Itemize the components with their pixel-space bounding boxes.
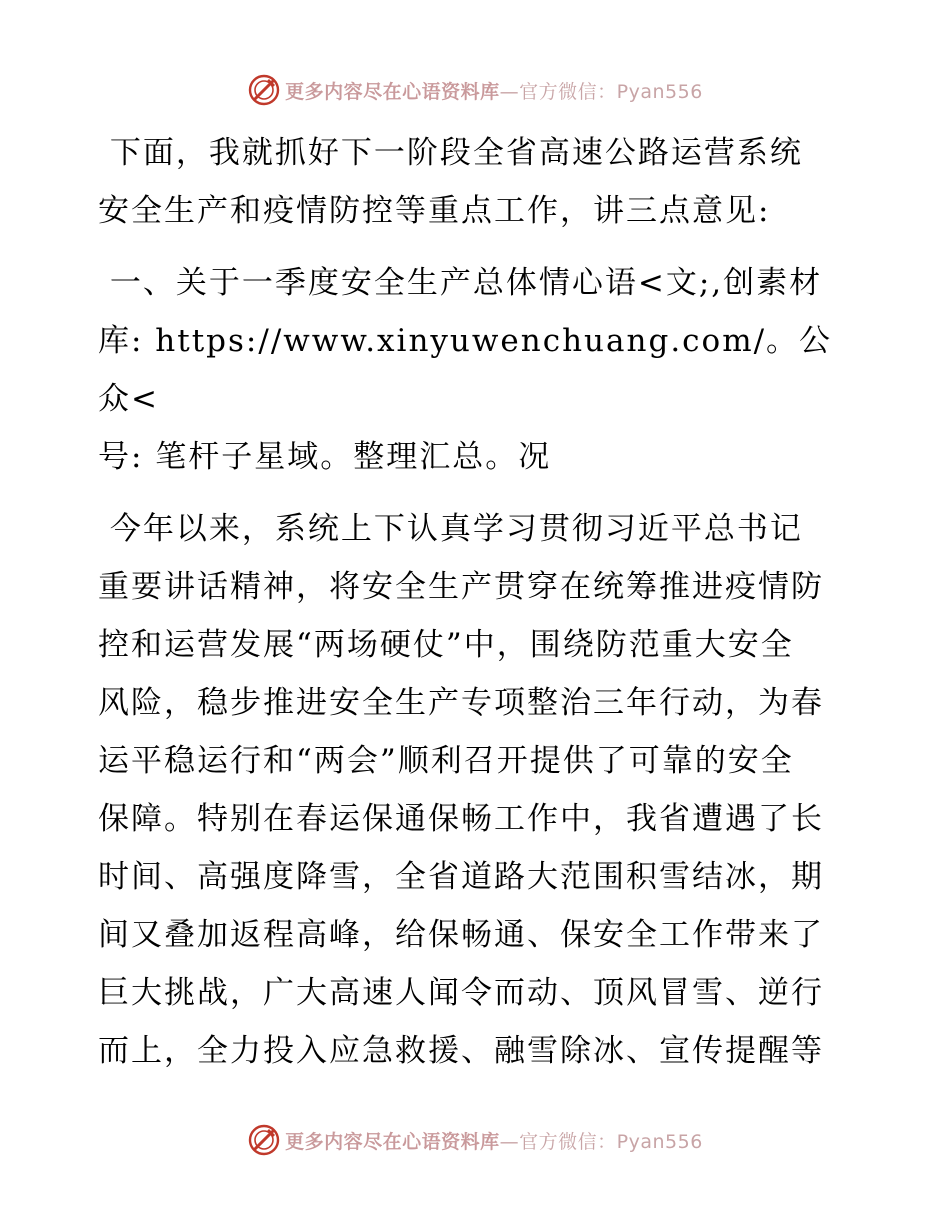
banner-text [285,1127,703,1154]
paragraph-section-one-heading: 一、关于一季度安全生产总体情心语<文;,创素材 库: https://www.xinyuwenchuang.com/。公众< 号: 笔杆子星域。整理汇总。况 [98,265,833,475]
header-watermark-banner [0,70,950,110]
seal-logo-icon [247,1123,281,1157]
banner-separator: — [499,1130,520,1153]
document-body [98,124,858,1080]
banner-text [285,77,703,104]
seal-logo-icon [247,73,281,107]
banner-brand-text: 更多内容尽在心语资料库 [285,80,500,103]
paragraph-body: 今年以来，系统上下认真学习贯彻习近平总书记 重要讲话精神，将安全生产贯穿在统筹推进疫情防 控和运营发展“两场硬仗”中，围绕防范重大安全 风险，稳步推进安全生产专项整治三年行动，为春 运平稳运行和“两会”顺利召开提供了可靠的安全 保障。特别在春运保通保畅工作中，我省遭遇了长 时间、高强度降雪，全省道路大范围积雪结冰，期 间又叠加返程高峰，给保畅通、保安全工作带来了 巨大挑战，广大高速人闻令而动、顶风冒雪、逆行 而上，全力投入应急救援、融雪除冰、宣传提醒等 [98,511,824,1069]
banner-wechat-text: 官方微信：Pyan556 [519,1130,703,1153]
banner-wechat-text: 官方微信：Pyan556 [519,80,703,103]
footer-watermark-banner [0,1120,950,1160]
banner-separator: — [499,80,520,103]
paragraph-intro: 下面，我就抓好下一阶段全省高速公路运营系统 安全生产和疫情防控等重点工作，讲三点意见: [98,135,803,229]
banner-brand-text: 更多内容尽在心语资料库 [285,1130,500,1153]
